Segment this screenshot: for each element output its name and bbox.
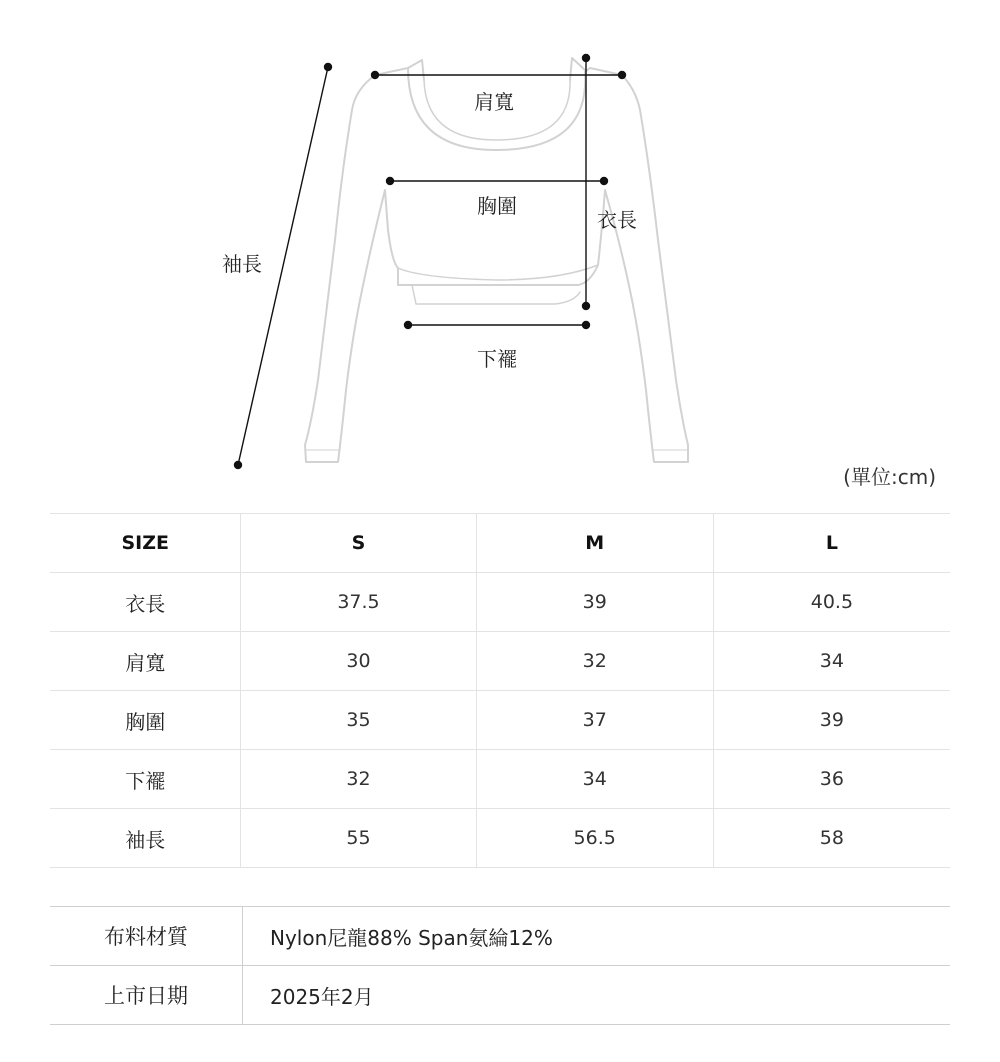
shoulder-label: 肩寬 (474, 90, 514, 114)
left-strap (408, 60, 424, 80)
info-row (50, 966, 950, 1025)
garment-body-outline (305, 68, 688, 462)
table-row (50, 573, 950, 632)
info-row (50, 907, 950, 966)
row-label: 胸圍 (50, 691, 241, 750)
size-m-header: M (476, 514, 713, 573)
row-label: 衣長 (50, 573, 241, 632)
table-cell: 30 (241, 632, 476, 691)
row-label: 下襬 (50, 750, 241, 809)
table-cell: 37 (476, 691, 713, 750)
table-cell: 35 (241, 691, 476, 750)
unit-label: (單位:cm) (843, 465, 936, 489)
table-cell: 40.5 (713, 573, 950, 632)
right-strap (570, 58, 585, 80)
table-cell: 34 (476, 750, 713, 809)
table-cell: 58 (713, 809, 950, 868)
hem-overlay (398, 265, 598, 280)
table-cell: 32 (476, 632, 713, 691)
size-s-header: S (241, 514, 476, 573)
table-cell: 36 (713, 750, 950, 809)
hem-label: 下襬 (477, 347, 517, 371)
release-date-label: 上市日期 (50, 966, 243, 1025)
table-cell: 39 (713, 691, 950, 750)
table-cell: 32 (241, 750, 476, 809)
sleeve-label: 袖長 (222, 252, 262, 276)
product-info-table (50, 906, 950, 1025)
table-row (50, 750, 950, 809)
table-row (50, 809, 950, 868)
length-label: 衣長 (597, 208, 637, 232)
size-diagram (0, 0, 1000, 480)
garment-outline-illustration (0, 0, 1000, 480)
size-table (50, 513, 950, 868)
fabric-value: Nylon尼龍88% Span氨綸12% (243, 907, 951, 966)
table-row (50, 632, 950, 691)
table-cell: 34 (713, 632, 950, 691)
size-header-cell: SIZE (50, 514, 241, 573)
size-header-row (50, 514, 950, 573)
table-row (50, 691, 950, 750)
fabric-label: 布料材質 (50, 907, 243, 966)
table-cell: 37.5 (241, 573, 476, 632)
row-label: 袖長 (50, 809, 241, 868)
release-date-value: 2025年2月 (243, 966, 951, 1025)
table-cell: 39 (476, 573, 713, 632)
chest-label: 胸圍 (477, 194, 517, 218)
row-label: 肩寬 (50, 632, 241, 691)
size-l-header: L (713, 514, 950, 573)
table-cell: 55 (241, 809, 476, 868)
hem-lower (412, 285, 580, 304)
table-cell: 56.5 (476, 809, 713, 868)
